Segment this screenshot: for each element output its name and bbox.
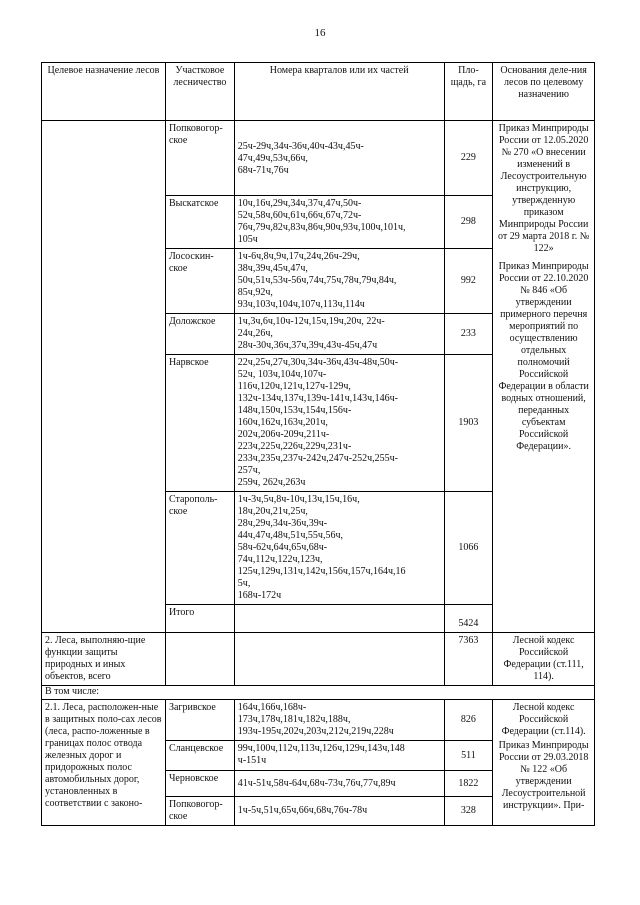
district-cell: Старополь-ское [165, 492, 234, 605]
quarters-line: 223ч,225ч,226ч,229ч,231ч- [237, 441, 352, 452]
quarters-cell [234, 741, 444, 771]
table-row [42, 700, 595, 741]
table-row [42, 121, 595, 196]
quarters-line: 148ч,150ч,153ч,154ч,156ч- [237, 405, 352, 416]
header-district: Участковое лесничество [165, 63, 234, 121]
quarters-line: 50ч,51ч,53ч-56ч,74ч,75ч,78ч,79ч,84ч, [237, 275, 397, 286]
quarters-cell [234, 249, 444, 314]
quarters-line: 52ч,58ч,60ч,61ч,66ч,67ч,72ч- [237, 210, 362, 221]
area-cell: 328 [444, 797, 493, 826]
quarters-cell [234, 121, 444, 196]
quarters-line: 28ч,29ч,34ч-36ч,39ч- [237, 518, 328, 529]
quarters-line: 24ч,26ч, [237, 328, 273, 339]
quarters-line: 47ч,49ч,53ч,66ч, [237, 153, 308, 164]
quarters-cell [234, 314, 444, 355]
quarters-line: 193ч-195ч,202ч,203ч,212ч,219ч,228ч [237, 726, 394, 737]
quarters-line: 116ч,120ч,121ч,127ч-129ч, [237, 381, 351, 392]
basis-forest-code-114: Лесной кодекс Российской Федерации (ст.114). [501, 702, 586, 737]
quarters-line: 68ч-71ч,76ч [237, 165, 289, 176]
quarters-line: 28ч-30ч,36ч,37ч,39ч,43ч-45ч,47ч [237, 340, 378, 351]
basis-cell [493, 121, 595, 633]
district-cell: Попковогор-ское [165, 121, 234, 196]
quarters-line: 1ч,3ч,6ч,10ч-12ч,15ч,19ч,20ч, 22ч- [237, 316, 385, 327]
quarters-line: 18ч,20ч,21ч,25ч, [237, 506, 308, 517]
quarters-line: 52ч, 103ч,104ч,107ч- [237, 369, 327, 380]
quarters-cell [234, 196, 444, 249]
quarters-line: 76ч,79ч,82ч,83ч,86ч,90ч,93ч,100ч,101ч, [237, 222, 406, 233]
header-quarters: Номера кварталов или их частей [234, 63, 444, 121]
header-basis: Основания деле-ния лесов по целевому назначению [493, 63, 595, 121]
section-2-basis: Лесной кодекс Российской Федерации (ст.111, 114). [493, 633, 595, 686]
district-cell: Загривское [165, 700, 234, 741]
basis-order-846: Приказ Минприроды России от 22.10.2020 № 846 «Об утверждении примерного перечня мероприятий по осуществлению отдельных полномочий Российской Федерации в области водных отношений, переданных субъектам Российской Федерации». [498, 261, 589, 452]
quarters-line: 85ч,92ч, [237, 287, 273, 298]
area-cell: 1066 [444, 492, 493, 605]
quarters-cell [234, 700, 444, 741]
section-2-quarters-empty [234, 633, 444, 686]
quarters-line: 99ч,100ч,112ч,113ч,126ч,129ч,143ч,148 [237, 743, 405, 754]
area-cell: 1822 [444, 771, 493, 797]
section-2-row [42, 633, 595, 686]
area-cell: 298 [444, 196, 493, 249]
including-label: В том числе: [42, 686, 595, 700]
quarters-line: 160ч,162ч,163ч,201ч, [237, 417, 328, 428]
section-2-purpose: 2. Леса, выполняю-щие функции защиты природных и иных объектов, всего [42, 633, 166, 686]
quarters-line: 41ч-51ч,58ч-64ч,68ч-73ч,76ч,77ч,89ч [237, 777, 396, 789]
quarters-line: 202ч,206ч-209ч,211ч- [237, 429, 330, 440]
quarters-line: 25ч-29ч,34ч-36ч,40ч-43ч,45ч- [237, 141, 364, 152]
quarters-line: 1ч-3ч,5ч,8ч-10ч,13ч,15ч,16ч, [237, 494, 360, 505]
header-purpose: Целевое назначение лесов [42, 63, 166, 121]
quarters-line: 74ч,112ч,122ч,123ч, [237, 554, 323, 565]
including-row [42, 686, 595, 700]
quarters-line: 105ч [237, 234, 258, 245]
forest-purpose-table [41, 62, 595, 826]
quarters-line: 5ч, [237, 578, 251, 589]
area-cell: 229 [444, 121, 493, 196]
header-area: Пло-щадь, га [444, 63, 493, 121]
quarters-cell [234, 797, 444, 826]
quarters-line: 44ч,47ч,48ч,51ч,55ч,56ч, [237, 530, 343, 541]
district-cell: Лососкин-ское [165, 249, 234, 314]
district-cell: Выскатское [165, 196, 234, 249]
section-2-area: 7363 [444, 633, 493, 686]
quarters-line: 168ч-172ч [237, 590, 282, 601]
quarters-line: 38ч,39ч,45ч,47ч, [237, 263, 308, 274]
district-cell: Черновское [165, 771, 234, 797]
area-cell: 233 [444, 314, 493, 355]
district-cell: Нарвское [165, 355, 234, 492]
total-label: Итого [165, 605, 234, 633]
section-2-district-empty [165, 633, 234, 686]
district-cell: Сланцевское [165, 741, 234, 771]
section-2-1-basis [493, 700, 595, 826]
section-2-1-purpose: 2.1. Леса, расположен-ные в защитных поло-сах лесов (леса, распо-ложенные в границах полос отвода железных дорог и придорожных полос автомобильных дорог, установленных в соответствии с законо- [42, 700, 166, 826]
quarters-cell [234, 492, 444, 605]
quarters-line: 10ч,16ч,29ч,34ч,37ч,47ч,50ч- [237, 198, 362, 209]
total-quarters-empty [234, 605, 444, 633]
quarters-line: 93ч,103ч,104ч,107ч,113ч,114ч [237, 299, 365, 310]
quarters-line: 257ч, [237, 465, 261, 476]
quarters-line: 1ч-6ч,8ч,9ч,17ч,24ч,26ч-29ч, [237, 251, 360, 262]
quarters-line: 233ч,235ч,237ч-242ч,247ч-252ч,255ч- [237, 453, 398, 464]
area-cell: 826 [444, 700, 493, 741]
purpose-cell-empty [42, 121, 166, 633]
basis-order-270: Приказ Минприроды России от 12.05.2020 № 270 «О внесении изменений в Лесоустроительную инструкцию, утвержденную приказом Минприроды России от 29 марта 2018 г. № 122» [498, 123, 590, 254]
quarters-line: 58ч-62ч,64ч,65ч,68ч- [237, 542, 328, 553]
quarters-cell [234, 355, 444, 492]
quarters-line: 259ч, 262ч,263ч [237, 477, 306, 488]
page-number: 16 [314, 27, 326, 39]
area-cell: 992 [444, 249, 493, 314]
quarters-line: 125ч,129ч,131ч,142ч,156ч,157ч,164ч,16 [237, 566, 406, 577]
table-header-row [42, 63, 595, 121]
quarters-line: 164ч,166ч,168ч- [237, 702, 307, 713]
quarters-line: 1ч-5ч,51ч,65ч,66ч,68ч,76ч-78ч [237, 805, 368, 816]
quarters-line: 173ч,178ч,181ч,182ч,188ч, [237, 714, 351, 725]
quarters-line: 22ч,25ч,27ч,30ч,34ч-36ч,43ч-48ч,50ч- [237, 357, 399, 368]
quarters-cell [234, 771, 444, 797]
basis-order-122: Приказ Минприроды России от 29.03.2018 № 122 «Об утверждении Лесоустроительной инструкции». При- [498, 740, 589, 811]
area-cell: 1903 [444, 355, 493, 492]
area-cell: 511 [444, 741, 493, 771]
quarters-line: ч-151ч [237, 755, 267, 766]
district-cell: Попковогор-ское [165, 797, 234, 826]
total-area: 5424 [444, 605, 493, 633]
district-cell: Доложское [165, 314, 234, 355]
quarters-line: 132ч-134ч,137ч,139ч-141ч,143ч,146ч- [237, 393, 398, 404]
